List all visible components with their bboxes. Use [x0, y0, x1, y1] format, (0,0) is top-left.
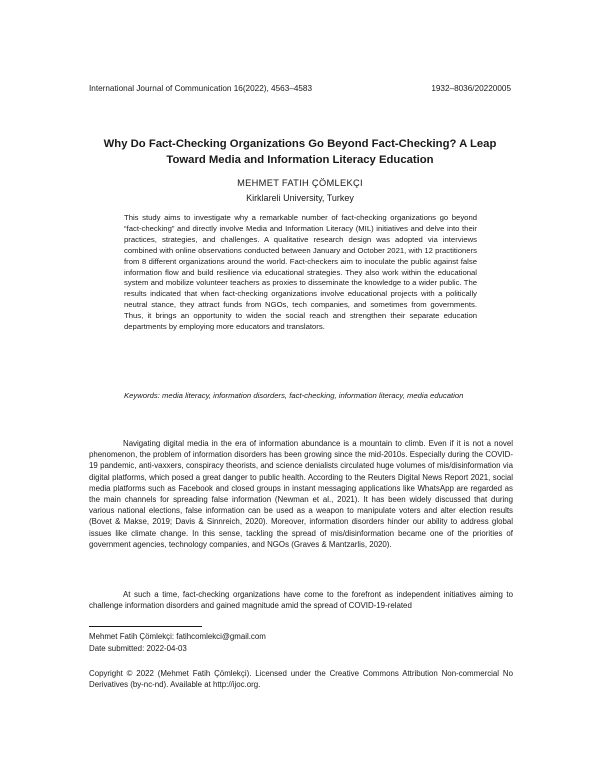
- journal-citation: International Journal of Communication 16(2022), 4563–4583: [89, 84, 313, 93]
- issn: 1932–8036/20220005: [431, 84, 511, 93]
- body-paragraph: Navigating digital media in the era of information abundance is a mountain to climb. Even if it is not a novel phenomenon, the problem of information disorders has been growing since the mid-2010s. Especially during the COVID-19 pandemic, anti-vaxxers, conspiracy theorists, and science denialists circulated huge volumes of mis/disinformation via digital platforms, which posed a great danger to public health. According to the Reuters Digital News Report 2021, social media platforms such as Facebook and closed groups in instant messaging applications like WhatsApp are regarded as the main channels for spreading false information (Newman et al., 2021). It has been widely discussed that during various national elections, false information can be used as a weapon to manipulate voters and alter election results (Bovet & Makse, 2019; Davis & Sinnreich, 2020). Moreover, information disorders hinder our ability to address global issues like climate change. In this sense, tackling the spread of mis/disinformation became one of the priorities of government agencies, technology companies, and NGOs (Graves & Mantzarlis, 2020).: [89, 439, 513, 549]
- copyright-notice: Copyright © 2022 (Mehmet Fatih Çömlekçi). Licensed under the Creative Commons Attribution Non-commercial No Derivatives (by-nc-nd). Available at http://ijoc.org.: [89, 669, 513, 690]
- running-header: [89, 84, 511, 93]
- abstract: This study aims to investigate why a remarkable number of fact-checking organizations go beyond “fact-checking” and directly involve Media and Information Literacy (MIL) initiatives and delve into their practices, strategies, and challenges. A qualitative research design was adopted via interviews combined with online observations conducted between January and October 2021, with 12 practitioners from 8 different organizations around the world. Fact-checkers aim to inoculate the public against false information flow and build resilience via educational strategies. They also work within the educational system and mobilize volunteer teachers as proxies to disseminate the knowledge to a wider public. The results indicated that when fact-checking organizations involve educational projects with a politically neutral stance, they attract funds from NGOs, tech companies, and sometimes from governments. Thus, it brings an opportunity to widen the social reach and strengthen their separate education departments by employing more educators and translators.: [124, 213, 477, 332]
- author-name: MEHMET FATIH ÇÖMLEKÇI: [237, 178, 363, 188]
- footnote-contact: Mehmet Fatih Çömlekçi: fatihcomlekci@gmail.com: [89, 632, 266, 641]
- keywords: Keywords: media literacy, information disorders, fact-checking, information literacy, media education: [124, 391, 464, 400]
- footnote-divider: [89, 626, 202, 627]
- body-paragraph: At such a time, fact-checking organizations have come to the forefront as independent initiatives aiming to challenge information disorders and gained magnitude amid the spread of COVID-19-related: [89, 590, 513, 611]
- footnote-date-submitted: Date submitted: 2022-04-03: [89, 644, 187, 653]
- author-affiliation: Kirklareli University, Turkey: [246, 193, 354, 203]
- article-title: Why Do Fact-Checking Organizations Go Beyond Fact-Checking? A Leap Toward Media and Information Literacy Education: [103, 138, 497, 166]
